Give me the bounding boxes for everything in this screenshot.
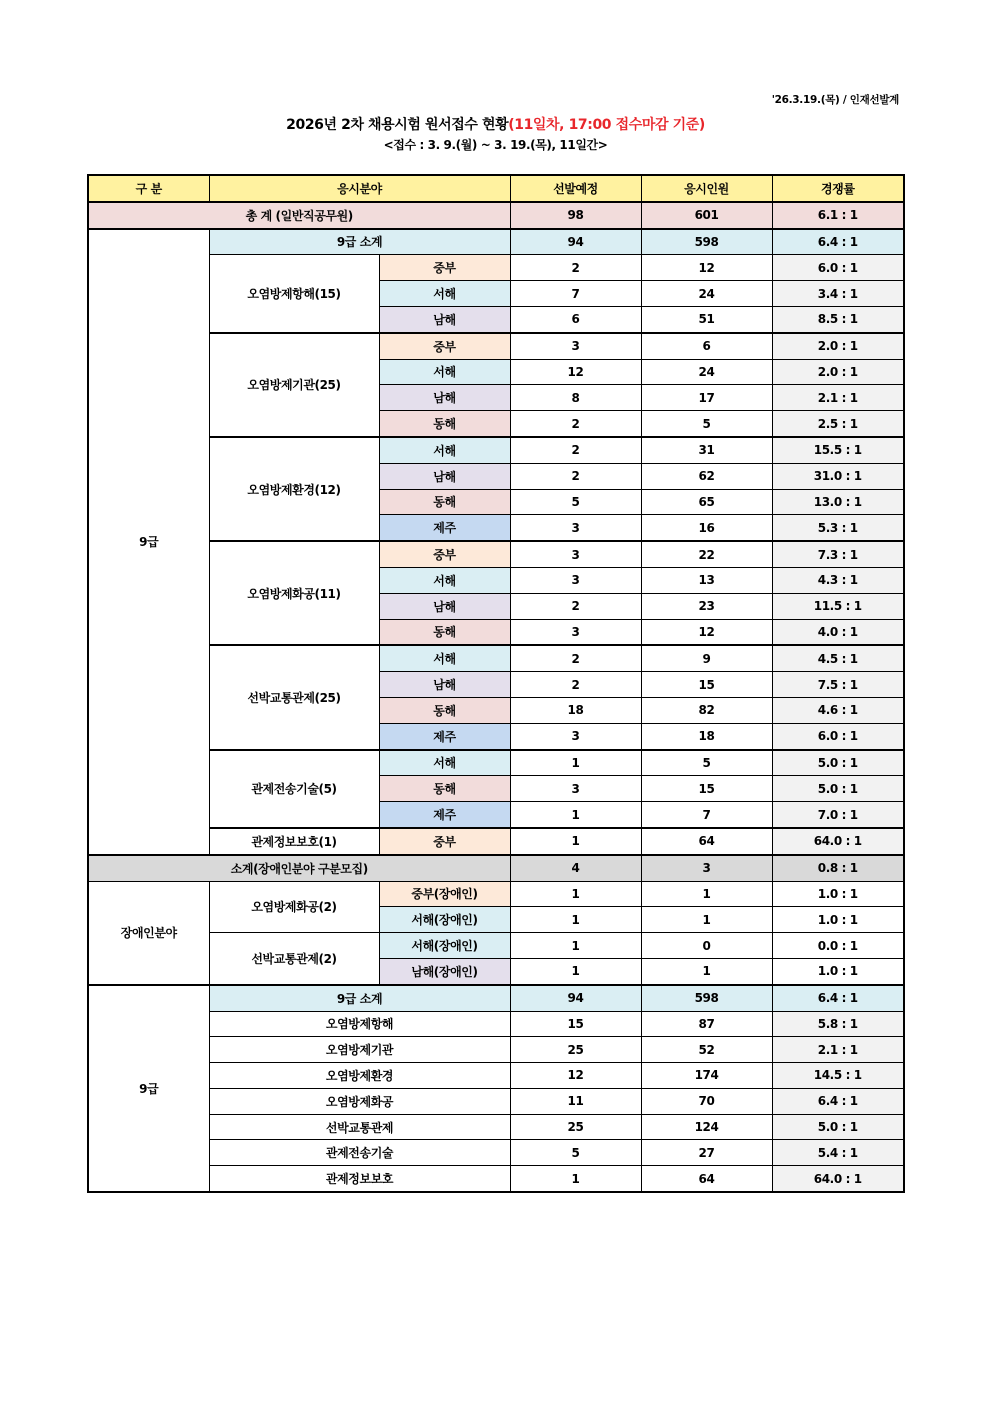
planned-cell: 1: [510, 933, 641, 959]
planned-cell: 3: [510, 515, 641, 541]
region-cell: 동해: [379, 697, 510, 723]
table-row: [88, 541, 904, 567]
summary-field-name: 관제정보보호: [209, 1166, 510, 1192]
grand-total-label: 총 계 (일반직공무원): [88, 202, 510, 229]
ratio-cell: 31.0 : 1: [772, 463, 904, 489]
disabled-subtotal-applicants: 3: [641, 855, 772, 881]
applicants-cell: 12: [641, 255, 772, 281]
disabled-subtotal-label: 소계(장애인분야 구분모집): [88, 855, 510, 881]
region-cell: 서해: [379, 281, 510, 307]
summary-row: [88, 1063, 904, 1089]
col-applicants: 응시인원: [641, 175, 772, 202]
planned-cell: 2: [510, 463, 641, 489]
page-title: [0, 114, 991, 134]
region-cell: 중부: [379, 828, 510, 855]
field-name: 오염방제화공(11): [209, 541, 379, 645]
region-cell: 남해: [379, 672, 510, 698]
applicants-cell: 64: [641, 1166, 772, 1192]
grand-total-row: [88, 202, 904, 229]
region-cell: 제주: [379, 515, 510, 541]
summary-grade-label: 9급: [88, 985, 209, 1192]
ratio-cell: 64.0 : 1: [772, 1166, 904, 1192]
region-cell: 중부: [379, 541, 510, 567]
planned-cell: 6: [510, 306, 641, 332]
applicants-cell: 7: [641, 802, 772, 828]
region-cell: 서해(장애인): [379, 933, 510, 959]
applicants-cell: 1: [641, 881, 772, 907]
ratio-cell: 6.0 : 1: [772, 255, 904, 281]
planned-cell: 2: [510, 645, 641, 671]
application-status-table: [87, 174, 905, 1193]
planned-cell: 3: [510, 541, 641, 567]
applicants-cell: 15: [641, 776, 772, 802]
applicants-cell: 22: [641, 541, 772, 567]
ratio-cell: 3.4 : 1: [772, 281, 904, 307]
ratio-cell: 2.1 : 1: [772, 1037, 904, 1063]
ratio-cell: 13.0 : 1: [772, 489, 904, 515]
applicants-cell: 52: [641, 1037, 772, 1063]
applicants-cell: 17: [641, 385, 772, 411]
field-name: 선박교통관제(25): [209, 645, 379, 749]
summary-field-name: 관제전송기술: [209, 1140, 510, 1166]
title-basis: (11일차, 17:00 접수마감 기준): [508, 117, 705, 133]
planned-cell: 1: [510, 750, 641, 776]
applicants-cell: 82: [641, 697, 772, 723]
planned-cell: 2: [510, 672, 641, 698]
ratio-cell: 7.0 : 1: [772, 802, 904, 828]
planned-cell: 25: [510, 1037, 641, 1063]
planned-cell: 2: [510, 255, 641, 281]
planned-cell: 5: [510, 489, 641, 515]
table-row: [88, 881, 904, 907]
subtotal-label: 9급 소계: [209, 229, 510, 255]
planned-cell: 15: [510, 1011, 641, 1037]
applicants-cell: 24: [641, 359, 772, 385]
summary-field-name: 오염방제환경: [209, 1063, 510, 1089]
summary-field-name: 오염방제기관: [209, 1037, 510, 1063]
region-cell: 남해: [379, 385, 510, 411]
ratio-cell: 8.5 : 1: [772, 306, 904, 332]
region-cell: 동해: [379, 619, 510, 645]
ratio-cell: 0.0 : 1: [772, 933, 904, 959]
ratio-cell: 5.4 : 1: [772, 1140, 904, 1166]
region-cell: 남해: [379, 463, 510, 489]
applicants-cell: 24: [641, 281, 772, 307]
region-cell: 서해: [379, 437, 510, 463]
grade9-subtotal-row: [88, 229, 904, 255]
planned-cell: 11: [510, 1088, 641, 1114]
ratio-cell: 11.5 : 1: [772, 593, 904, 619]
col-category: 구 분: [88, 175, 209, 202]
ratio-cell: 1.0 : 1: [772, 958, 904, 984]
summary-subtotal-row: [88, 985, 904, 1011]
summary-subtotal-applicants: 598: [641, 985, 772, 1011]
ratio-cell: 64.0 : 1: [772, 828, 904, 855]
subtotal-ratio: 6.4 : 1: [772, 229, 904, 255]
planned-cell: 1: [510, 958, 641, 984]
ratio-cell: 4.5 : 1: [772, 645, 904, 671]
field-name: 오염방제화공(2): [209, 881, 379, 933]
table-row: [88, 750, 904, 776]
planned-cell: 5: [510, 1140, 641, 1166]
planned-cell: 3: [510, 333, 641, 359]
field-name: 관제전송기술(5): [209, 750, 379, 828]
applicants-cell: 15: [641, 672, 772, 698]
table-row: [88, 255, 904, 281]
ratio-cell: 6.4 : 1: [772, 1088, 904, 1114]
region-cell: 서해: [379, 645, 510, 671]
planned-cell: 3: [510, 619, 641, 645]
summary-field-name: 오염방제화공: [209, 1088, 510, 1114]
ratio-cell: 14.5 : 1: [772, 1063, 904, 1089]
region-cell: 제주: [379, 802, 510, 828]
applicants-cell: 6: [641, 333, 772, 359]
ratio-cell: 4.6 : 1: [772, 697, 904, 723]
region-cell: 제주: [379, 723, 510, 749]
ratio-cell: 5.0 : 1: [772, 1114, 904, 1140]
grand-total-planned: 98: [510, 202, 641, 229]
disabled-label: 장애인분야: [88, 881, 209, 985]
applicants-cell: 12: [641, 619, 772, 645]
region-cell: 남해(장애인): [379, 958, 510, 984]
summary-row: [88, 1140, 904, 1166]
table-row: [88, 333, 904, 359]
region-cell: 서해: [379, 567, 510, 593]
disabled-subtotal-ratio: 0.8 : 1: [772, 855, 904, 881]
applicants-cell: 87: [641, 1011, 772, 1037]
applicants-cell: 5: [641, 411, 772, 437]
applicants-cell: 1: [641, 907, 772, 933]
ratio-cell: 6.0 : 1: [772, 723, 904, 749]
summary-subtotal-planned: 94: [510, 985, 641, 1011]
ratio-cell: 7.5 : 1: [772, 672, 904, 698]
dateline: '26.3.19.(목) / 인재선발계: [771, 94, 899, 106]
planned-cell: 3: [510, 567, 641, 593]
region-cell: 동해: [379, 489, 510, 515]
disabled-subtotal-planned: 4: [510, 855, 641, 881]
applicants-cell: 51: [641, 306, 772, 332]
applicants-cell: 64: [641, 828, 772, 855]
applicants-cell: 1: [641, 958, 772, 984]
summary-subtotal-ratio: 6.4 : 1: [772, 985, 904, 1011]
planned-cell: 2: [510, 411, 641, 437]
applicants-cell: 0: [641, 933, 772, 959]
applicants-cell: 13: [641, 567, 772, 593]
planned-cell: 1: [510, 828, 641, 855]
planned-cell: 8: [510, 385, 641, 411]
region-cell: 동해: [379, 411, 510, 437]
applicants-cell: 174: [641, 1063, 772, 1089]
title-main: 2026년 2차 채용시험 원서접수 현황: [286, 117, 509, 133]
planned-cell: 12: [510, 359, 641, 385]
region-cell: 서해: [379, 750, 510, 776]
ratio-cell: 1.0 : 1: [772, 907, 904, 933]
summary-row: [88, 1037, 904, 1063]
planned-cell: 12: [510, 1063, 641, 1089]
planned-cell: 18: [510, 697, 641, 723]
planned-cell: 7: [510, 281, 641, 307]
table-row: [88, 645, 904, 671]
applicants-cell: 31: [641, 437, 772, 463]
planned-cell: 1: [510, 907, 641, 933]
applicants-cell: 124: [641, 1114, 772, 1140]
page-subtitle: <접수 : 3. 9.(월) ~ 3. 19.(목), 11일간>: [383, 138, 608, 152]
applicants-cell: 27: [641, 1140, 772, 1166]
ratio-cell: 7.3 : 1: [772, 541, 904, 567]
ratio-cell: 5.8 : 1: [772, 1011, 904, 1037]
region-cell: 서해: [379, 359, 510, 385]
region-cell: 중부(장애인): [379, 881, 510, 907]
ratio-cell: 2.5 : 1: [772, 411, 904, 437]
grand-total-applicants: 601: [641, 202, 772, 229]
ratio-cell: 15.5 : 1: [772, 437, 904, 463]
table-header-row: [88, 175, 904, 202]
col-ratio: 경쟁률: [772, 175, 904, 202]
summary-row: [88, 1011, 904, 1037]
field-name: 오염방제기관(25): [209, 333, 379, 437]
region-cell: 남해: [379, 593, 510, 619]
ratio-cell: 1.0 : 1: [772, 881, 904, 907]
region-cell: 중부: [379, 255, 510, 281]
ratio-cell: 4.0 : 1: [772, 619, 904, 645]
table-row: [88, 933, 904, 959]
region-cell: 서해(장애인): [379, 907, 510, 933]
summary-row: [88, 1114, 904, 1140]
summary-row: [88, 1166, 904, 1192]
field-name: 선박교통관제(2): [209, 933, 379, 985]
ratio-cell: 2.1 : 1: [772, 385, 904, 411]
table-body: [88, 202, 904, 1192]
summary-field-name: 선박교통관제: [209, 1114, 510, 1140]
applicants-cell: 18: [641, 723, 772, 749]
disabled-subtotal-row: [88, 855, 904, 881]
region-cell: 동해: [379, 776, 510, 802]
field-name: 오염방제환경(12): [209, 437, 379, 541]
table-row: [88, 437, 904, 463]
applicants-cell: 9: [641, 645, 772, 671]
grand-total-ratio: 6.1 : 1: [772, 202, 904, 229]
field-name: 관제정보보호(1): [209, 828, 379, 855]
ratio-cell: 5.0 : 1: [772, 776, 904, 802]
grade-label: 9급: [88, 229, 209, 855]
col-planned: 선발예정: [510, 175, 641, 202]
applicants-cell: 65: [641, 489, 772, 515]
summary-subtotal-label: 9급 소계: [209, 985, 510, 1011]
planned-cell: 1: [510, 881, 641, 907]
applicants-cell: 23: [641, 593, 772, 619]
ratio-cell: 5.0 : 1: [772, 750, 904, 776]
planned-cell: 2: [510, 593, 641, 619]
applicants-cell: 62: [641, 463, 772, 489]
planned-cell: 2: [510, 437, 641, 463]
region-cell: 중부: [379, 333, 510, 359]
subtotal-planned: 94: [510, 229, 641, 255]
applicants-cell: 70: [641, 1088, 772, 1114]
planned-cell: 25: [510, 1114, 641, 1140]
summary-field-name: 오염방제항해: [209, 1011, 510, 1037]
ratio-cell: 5.3 : 1: [772, 515, 904, 541]
subtotal-applicants: 598: [641, 229, 772, 255]
ratio-cell: 2.0 : 1: [772, 333, 904, 359]
applicants-cell: 5: [641, 750, 772, 776]
planned-cell: 1: [510, 802, 641, 828]
col-field: 응시분야: [209, 175, 510, 202]
planned-cell: 1: [510, 1166, 641, 1192]
field-name: 오염방제항해(15): [209, 255, 379, 333]
summary-row: [88, 1088, 904, 1114]
applicants-cell: 16: [641, 515, 772, 541]
table-row: [88, 828, 904, 855]
region-cell: 남해: [379, 306, 510, 332]
ratio-cell: 2.0 : 1: [772, 359, 904, 385]
planned-cell: 3: [510, 776, 641, 802]
planned-cell: 3: [510, 723, 641, 749]
ratio-cell: 4.3 : 1: [772, 567, 904, 593]
